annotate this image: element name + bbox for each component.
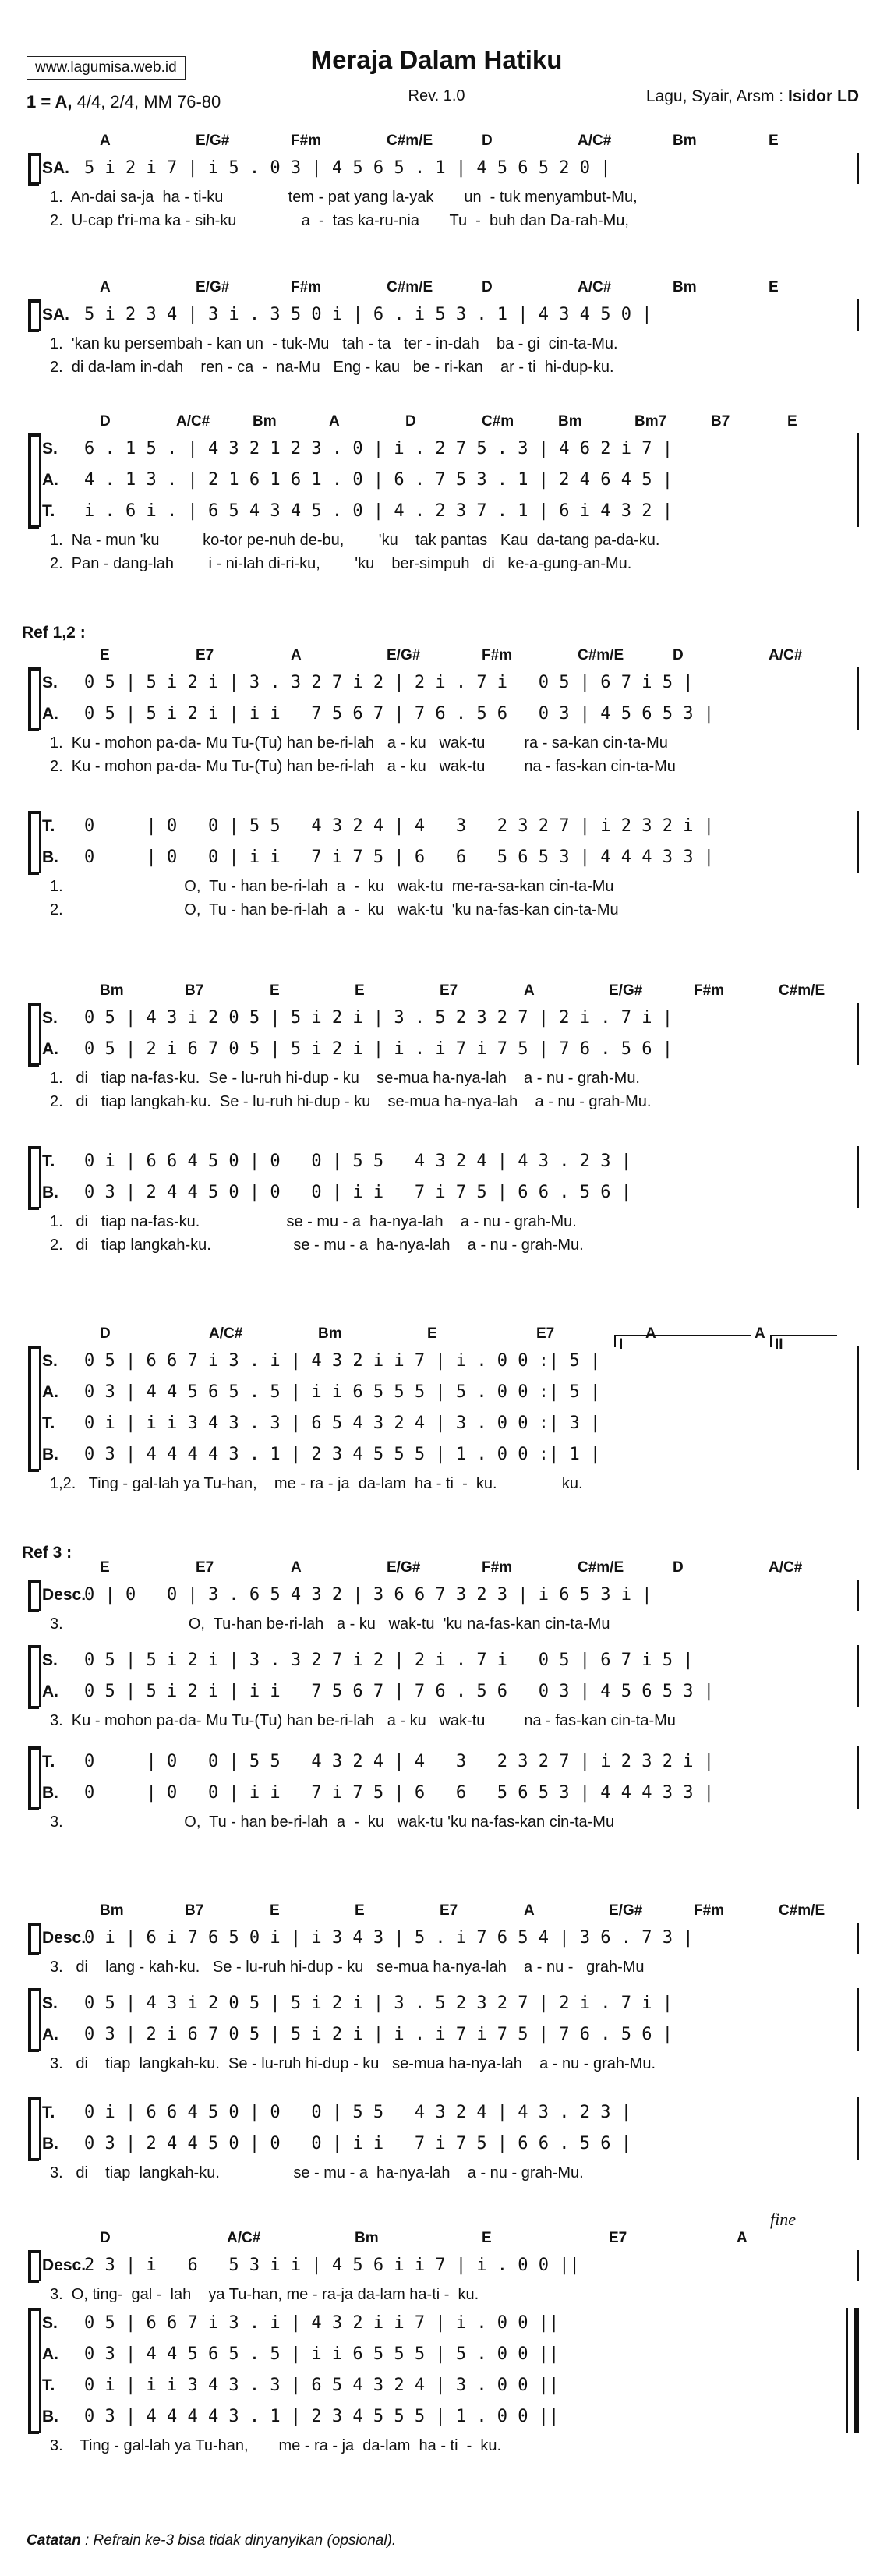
voice-row <box>22 1778 864 1809</box>
system-brace <box>28 1580 39 1612</box>
voice-label: SA. <box>42 306 70 324</box>
voice-label: B. <box>42 848 58 866</box>
voice-row <box>22 1746 864 1778</box>
system-brace <box>28 1645 39 1709</box>
chord-symbol: D <box>673 647 684 663</box>
voice-label: A. <box>42 1383 58 1401</box>
end-barline <box>857 1346 859 1470</box>
chord-symbol: E <box>355 982 365 999</box>
chord-symbol: A <box>329 413 340 430</box>
system-brace <box>28 1146 39 1210</box>
start-barline <box>39 153 41 184</box>
end-barline <box>857 1923 859 1954</box>
chord-symbol: E <box>482 2230 492 2246</box>
voice-label: A. <box>42 705 58 723</box>
notation-line: 0 i | 6 6 4 5 0 | 0 0 | 5 5 4 3 2 4 | 4 3 . 2 3 | <box>84 1152 631 1171</box>
lyric-line: 2. di tiap langkah-ku. Se - lu-ruh hi-dup - ku se-mua ha-nya-lah a - nu - grah-Mu. <box>50 1093 652 1110</box>
voice-label: S. <box>42 1009 58 1027</box>
notation-line: 0 3 | 4 4 4 4 3 . 1 | 2 3 4 5 5 5 | 1 . 0 0 :| 1 | <box>84 1445 601 1464</box>
voice-label: T. <box>42 1152 55 1170</box>
lyric-line: 3. di lang - kah-ku. Se - lu-ruh hi-dup - ku se-mua ha-nya-lah a - nu - grah-Mu <box>50 1959 645 1976</box>
system-brace <box>28 2250 39 2283</box>
voice-label: B. <box>42 1784 58 1802</box>
chord-symbol: E/G# <box>196 133 230 149</box>
notation-line: 0 | 0 0 | i i 7 i 7 5 | 6 6 5 6 5 3 | 4 4 4 3 3 | <box>84 847 714 867</box>
voice-label: T. <box>42 2104 55 2121</box>
voice-row <box>22 2128 864 2160</box>
chord-symbol: F#m <box>291 133 322 149</box>
notation-line: 0 5 | 5 i 2 i | 3 . 3 2 7 i 2 | 2 i . 7 i 0 5 | 6 7 i 5 | <box>84 1651 694 1670</box>
chord-row <box>84 1559 864 1576</box>
voice-row <box>22 2308 864 2339</box>
end-barline <box>857 1580 859 1611</box>
chord-symbol: B7 <box>185 982 204 999</box>
start-barline <box>39 1645 41 1707</box>
lyric-line: 3. O, Tu-han be-ri-lah a - ku wak-tu 'ku na-fas-kan cin-ta-Mu <box>50 1615 610 1633</box>
voice-row <box>22 1003 864 1034</box>
voice-row <box>22 699 864 730</box>
voice-row <box>22 1645 864 1676</box>
voice-label: T. <box>42 817 55 835</box>
start-barline <box>39 299 41 331</box>
chord-symbol: A/C# <box>769 647 803 663</box>
chord-row <box>84 279 864 296</box>
chord-symbol: E <box>100 1559 110 1576</box>
start-barline <box>39 811 41 873</box>
voice-label: T. <box>42 502 55 520</box>
end-barline <box>846 2308 859 2433</box>
revision-label: Rev. 1.0 <box>408 87 465 104</box>
voice-label: S. <box>42 1651 58 1669</box>
credit: Lagu, Syair, Arsm : Isidor LD <box>645 87 859 105</box>
voice-row <box>22 1346 864 1377</box>
voice-row <box>22 667 864 699</box>
voice-row <box>22 811 864 842</box>
section-ref3: Ref 3 : <box>22 1544 72 1562</box>
chord-symbol: C#m/E <box>578 647 624 663</box>
start-barline <box>39 2250 41 2281</box>
voice-label: T. <box>42 1414 55 1432</box>
chord-symbol: A <box>524 1902 535 1919</box>
chord-symbol: E <box>787 413 797 430</box>
chord-symbol: E <box>427 1325 437 1342</box>
chord-symbol: Bm <box>253 413 277 430</box>
chord-symbol: F#m <box>482 647 513 663</box>
chord-symbol: Bm <box>673 279 697 295</box>
footer-note: Catatan : Refrain ke-3 bisa tidak dinyanyikan (opsional). <box>27 2532 397 2549</box>
voice-row <box>22 2339 864 2370</box>
system-brace <box>28 2308 39 2434</box>
chord-symbol: Bm <box>318 1325 342 1342</box>
lyric-line: 2. U-cap t'ri-ma ka - sih-ku a - tas ka-ru-nia Tu - buh dan Da-rah-Mu, <box>50 212 629 229</box>
notation-line: 0 i | i i 3 4 3 . 3 | 6 5 4 3 2 4 | 3 . 0 0 :| 3 | <box>84 1414 601 1433</box>
voice-row <box>22 2097 864 2128</box>
lyric-line: 1. di tiap na-fas-ku. Se - lu-ruh hi-dup - ku se-mua ha-nya-lah a - nu - grah-Mu. <box>50 1070 640 1087</box>
voice-row <box>22 1034 864 1065</box>
start-barline <box>39 1146 41 1208</box>
notation-line: 0 3 | 2 4 4 5 0 | 0 0 | i i 7 i 7 5 | 6 6 . 5 6 | <box>84 2134 631 2153</box>
voice-label: B. <box>42 2135 58 2153</box>
chord-symbol: A <box>737 2230 748 2246</box>
lyric-line: 1,2. Ting - gal-lah ya Tu-han, me - ra - ja da-lam ha - ti - ku. ku. <box>50 1475 583 1492</box>
chord-symbol: D <box>100 1325 111 1342</box>
key-signature: 1 = A, 4/4, 2/4, MM 76-80 <box>27 92 221 111</box>
chord-symbol: E7 <box>609 2230 627 2246</box>
end-barline <box>857 299 859 331</box>
lyric-line: 3. Ku - mohon pa-da- Mu Tu-(Tu) han be-ri-lah a - ku wak-tu na - fas-kan cin-ta-Mu <box>50 1712 676 1729</box>
lyric-line: 3. di tiap langkah-ku. Se - lu-ruh hi-dup - ku se-mua ha-nya-lah a - nu - grah-Mu. <box>50 2055 656 2072</box>
chord-symbol: C#m/E <box>387 279 433 295</box>
voice-row <box>22 842 864 873</box>
voice-label: Desc. <box>42 2256 87 2274</box>
chord-symbol: E7 <box>536 1325 555 1342</box>
lyric-line: 2. Ku - mohon pa-da- Mu Tu-(Tu) han be-ri-lah a - ku wak-tu na - fas-kan cin-ta-Mu <box>50 758 676 775</box>
voice-row <box>22 1988 864 2019</box>
chord-symbol: E7 <box>440 1902 458 1919</box>
lyric-line: 2. O, Tu - han be-ri-lah a - ku wak-tu 'ku na-fas-kan cin-ta-Mu <box>50 901 619 918</box>
volta-bracket: I <box>614 1335 751 1347</box>
start-barline <box>39 2097 41 2160</box>
chord-symbol: A <box>291 647 302 663</box>
voice-label: S. <box>42 1352 58 1370</box>
end-barline <box>857 2250 859 2281</box>
chord-symbol: B7 <box>185 1902 204 1919</box>
chord-symbol: E/G# <box>387 647 421 663</box>
start-barline <box>39 2308 41 2433</box>
section-ref12: Ref 1,2 : <box>22 624 86 642</box>
chord-row <box>84 413 864 430</box>
voice-row <box>22 1408 864 1439</box>
chord-row <box>84 2230 864 2247</box>
end-barline <box>857 1645 859 1707</box>
voice-label: Desc. <box>42 1586 87 1604</box>
chord-symbol: A <box>645 1325 656 1342</box>
voice-label: S. <box>42 440 58 458</box>
chord-symbol: Bm <box>558 413 582 430</box>
chord-symbol: F#m <box>482 1559 513 1576</box>
chord-symbol: D <box>482 279 493 295</box>
notation-line: 0 | 0 0 | 5 5 4 3 2 4 | 4 3 2 3 2 7 | i 2 3 2 i | <box>84 1752 714 1771</box>
chord-symbol: A/C# <box>578 133 612 149</box>
start-barline <box>39 1746 41 1809</box>
system-brace <box>28 2097 39 2161</box>
lyric-line: 3. O, ting- gal - lah ya Tu-han, me - ra-ja da-lam ha-ti - ku. <box>50 2286 479 2303</box>
chord-symbol: Bm7 <box>634 413 667 430</box>
chord-symbol: A/C# <box>176 413 210 430</box>
chord-symbol: C#m/E <box>578 1559 624 1576</box>
chord-symbol: D <box>405 413 416 430</box>
notation-line: 0 5 | 4 3 i 2 0 5 | 5 i 2 i | 3 . 5 2 3 2 7 | 2 i . 7 i | <box>84 1994 673 2013</box>
system-brace <box>28 299 39 332</box>
lyric-line: 1. An-dai sa-ja ha - ti-ku tem - pat yang la-yak un - tuk menyambut-Mu, <box>50 189 638 206</box>
chord-symbol: A <box>755 1325 765 1342</box>
voice-row <box>22 2250 864 2281</box>
voice-row <box>22 2019 864 2051</box>
lyric-line: 3. di tiap langkah-ku. se - mu - a ha-nya-lah a - nu - grah-Mu. <box>50 2164 584 2181</box>
notation-line: 0 i | i i 3 4 3 . 3 | 6 5 4 3 2 4 | 3 . 0 0 || <box>84 2376 560 2395</box>
chord-symbol: F#m <box>694 982 725 999</box>
chord-symbol: Bm <box>100 1902 124 1919</box>
voice-row <box>22 1923 864 1954</box>
chord-symbol: D <box>100 413 111 430</box>
voice-label: T. <box>42 2376 55 2394</box>
system-brace <box>28 1003 39 1067</box>
notation-line: 0 3 | 2 i 6 7 0 5 | 5 i 2 i | i . i 7 i 7 5 | 7 6 . 5 6 | <box>84 2025 673 2044</box>
chord-row <box>84 133 864 150</box>
lyric-line: 1. di tiap na-fas-ku. se - mu - a ha-nya-lah a - nu - grah-Mu. <box>50 1213 577 1230</box>
voice-row <box>22 465 864 496</box>
system-brace <box>28 153 39 186</box>
chord-symbol: D <box>100 2230 111 2246</box>
end-barline <box>857 2097 859 2160</box>
chord-symbol: A/C# <box>578 279 612 295</box>
chord-symbol: F#m <box>694 1902 725 1919</box>
chord-row <box>84 982 864 1000</box>
notation-line: 0 3 | 4 4 5 6 5 . 5 | i i 6 5 5 5 | 5 . 0 0 || <box>84 2344 560 2364</box>
chord-row <box>84 1902 864 1920</box>
chord-symbol: E <box>769 133 779 149</box>
notation-line: 5 i 2 3 4 | 3 i . 3 5 0 i | 6 . i 5 3 . 1 | 4 3 4 5 0 | <box>84 305 652 324</box>
site-url[interactable]: www.lagumisa.web.id <box>27 56 186 80</box>
voice-label: S. <box>42 674 58 692</box>
chord-symbol: E/G# <box>196 279 230 295</box>
voice-row <box>22 2401 864 2433</box>
chord-symbol: E7 <box>440 982 458 999</box>
chord-symbol: Bm <box>355 2230 379 2246</box>
voice-row <box>22 1377 864 1408</box>
notation-line: 5 i 2 i 7 | i 5 . 0 3 | 4 5 6 5 . 1 | 4 5 6 5 2 0 | <box>84 158 611 178</box>
chord-symbol: E7 <box>196 1559 214 1576</box>
chord-symbol: E/G# <box>387 1559 421 1576</box>
end-barline <box>857 153 859 184</box>
voice-label: B. <box>42 2408 58 2426</box>
chord-symbol: A <box>291 1559 302 1576</box>
lyric-line: 1. 'kan ku persembah - kan un - tuk-Mu tah - ta ter - in-dah ba - gi cin-ta-Mu. <box>50 335 618 352</box>
voice-label: A. <box>42 2345 58 2363</box>
chord-symbol: D <box>673 1559 684 1576</box>
voice-row <box>22 2370 864 2401</box>
voice-label: SA. <box>42 159 70 177</box>
chord-symbol: A <box>524 982 535 999</box>
end-barline <box>857 433 859 527</box>
voice-row <box>22 496 864 527</box>
chord-symbol: Bm <box>673 133 697 149</box>
notation-line: i . 6 i . | 6 5 4 3 4 5 . 0 | 4 . 2 3 7 . 1 | 6 i 4 3 2 | <box>84 501 673 521</box>
lyric-line: 1. Na - mun 'ku ko-tor pe-nuh de-bu, 'ku tak pantas Kau da-tang pa-da-ku. <box>50 532 660 549</box>
chord-symbol: A/C# <box>769 1559 803 1576</box>
lyric-line: 1. Ku - mohon pa-da- Mu Tu-(Tu) han be-ri-lah a - ku wak-tu ra - sa-kan cin-ta-Mu <box>50 734 668 752</box>
chord-symbol: F#m <box>291 279 322 295</box>
system-brace <box>28 1923 39 1955</box>
chord-symbol: A <box>100 279 111 295</box>
notation-line: 0 5 | 2 i 6 7 0 5 | 5 i 2 i | i . i 7 i 7 5 | 7 6 . 5 6 | <box>84 1039 673 1059</box>
chord-row <box>84 647 864 664</box>
lyric-line: 2. di tiap langkah-ku. se - mu - a ha-nya-lah a - nu - grah-Mu. <box>50 1237 584 1254</box>
chord-symbol: Bm <box>100 982 124 999</box>
notation-line: 0 3 | 2 4 4 5 0 | 0 0 | i i 7 i 7 5 | 6 6 . 5 6 | <box>84 1183 631 1202</box>
voice-label: S. <box>42 1994 58 2012</box>
notation-line: 0 | 0 0 | 5 5 4 3 2 4 | 4 3 2 3 2 7 | i 2 3 2 i | <box>84 816 714 836</box>
start-barline <box>39 667 41 730</box>
notation-line: 0 3 | 4 4 5 6 5 . 5 | i i 6 5 5 5 | 5 . 0 0 :| 5 | <box>84 1382 601 1402</box>
end-barline <box>857 1146 859 1208</box>
end-barline <box>857 1003 859 1065</box>
notation-line: 0 5 | 5 i 2 i | 3 . 3 2 7 i 2 | 2 i . 7 i 0 5 | 6 7 i 5 | <box>84 673 694 692</box>
chord-symbol: C#m/E <box>779 982 825 999</box>
end-barline <box>857 1746 859 1809</box>
notation-line: 0 5 | 5 i 2 i | i i 7 5 6 7 | 7 6 . 5 6 0 3 | 4 5 6 5 3 | <box>84 1682 714 1701</box>
voice-row <box>22 433 864 465</box>
voice-label: S. <box>42 2314 58 2332</box>
system-brace <box>28 667 39 731</box>
start-barline <box>39 1346 41 1470</box>
notation-line: 0 5 | 4 3 i 2 0 5 | 5 i 2 i | 3 . 5 2 3 2 7 | 2 i . 7 i | <box>84 1008 673 1028</box>
fine-marking: fine <box>770 2210 796 2229</box>
voice-label: T. <box>42 1753 55 1771</box>
end-barline <box>857 667 859 730</box>
end-barline <box>857 1988 859 2051</box>
start-barline <box>39 1988 41 2051</box>
notation-line: 0 3 | 4 4 4 4 3 . 1 | 2 3 4 5 5 5 | 1 . 0 0 || <box>84 2407 560 2426</box>
start-barline <box>39 1003 41 1065</box>
chord-symbol: D <box>482 133 493 149</box>
notation-line: 0 | 0 0 | i i 7 i 7 5 | 6 6 5 6 5 3 | 4 4 4 3 3 | <box>84 1783 714 1803</box>
voice-row <box>22 1177 864 1208</box>
chord-symbol: E <box>100 647 110 663</box>
notation-line: 0 i | 6 6 4 5 0 | 0 0 | 5 5 4 3 2 4 | 4 3 . 2 3 | <box>84 2103 631 2122</box>
volta-bracket: II <box>770 1335 837 1347</box>
voice-label: A. <box>42 2026 58 2043</box>
chord-symbol: E/G# <box>609 1902 643 1919</box>
chord-symbol: B7 <box>711 413 730 430</box>
chord-symbol: C#m/E <box>387 133 433 149</box>
chord-symbol: C#m <box>482 413 514 430</box>
voice-row <box>22 1146 864 1177</box>
notation-line: 0 5 | 6 6 7 i 3 . i | 4 3 2 i i 7 | i . 0 0 :| 5 | <box>84 1351 601 1371</box>
start-barline <box>39 1580 41 1611</box>
start-barline <box>39 1923 41 1954</box>
notation-line: 0 5 | 5 i 2 i | i i 7 5 6 7 | 7 6 . 5 6 0 3 | 4 5 6 5 3 | <box>84 704 714 724</box>
lyric-line: 1. O, Tu - han be-ri-lah a - ku wak-tu me-ra-sa-kan cin-ta-Mu <box>50 878 614 895</box>
notation-line: 0 i | 6 i 7 6 5 0 i | i 3 4 3 | 5 . i 7 6 5 4 | 3 6 . 7 3 | <box>84 1928 694 1948</box>
start-barline <box>39 433 41 527</box>
voice-label: A. <box>42 1683 58 1700</box>
notation-line: 0 5 | 6 6 7 i 3 . i | 4 3 2 i i 7 | i . 0 0 || <box>84 2313 560 2333</box>
voice-row <box>22 1439 864 1470</box>
voice-label: A. <box>42 1040 58 1058</box>
voice-row <box>22 153 864 184</box>
voice-row <box>22 1580 864 1611</box>
chord-symbol: E7 <box>196 647 214 663</box>
system-brace <box>28 1746 39 1810</box>
chord-symbol: A/C# <box>227 2230 261 2246</box>
notation-line: 4 . 1 3 . | 2 1 6 1 6 1 . 0 | 6 . 7 5 3 . 1 | 2 4 6 4 5 | <box>84 470 673 490</box>
chord-symbol: E/G# <box>609 982 643 999</box>
voice-row <box>22 299 864 331</box>
lyric-line: 3. O, Tu - han be-ri-lah a - ku wak-tu 'ku na-fas-kan cin-ta-Mu <box>50 1813 615 1831</box>
chord-symbol: C#m/E <box>779 1902 825 1919</box>
notation-line: 2 3 | i 6 5 3 i i | 4 5 6 i i 7 | i . 0 0 || <box>84 2256 580 2275</box>
chord-symbol: E <box>270 982 280 999</box>
voice-label: B. <box>42 1184 58 1201</box>
voice-label: Desc. <box>42 1929 87 1947</box>
chord-symbol: E <box>270 1902 280 1919</box>
voice-row <box>22 1676 864 1707</box>
chord-symbol: E <box>769 279 779 295</box>
notation-line: 6 . 1 5 . | 4 3 2 1 2 3 . 0 | i . 2 7 5 . 3 | 4 6 2 i 7 | <box>84 439 673 458</box>
notation-line: 0 | 0 0 | 3 . 6 5 4 3 2 | 3 6 6 7 3 2 3 | i 6 5 3 i | <box>84 1585 652 1605</box>
chord-symbol: E <box>355 1902 365 1919</box>
voice-label: B. <box>42 1445 58 1463</box>
end-barline <box>857 811 859 873</box>
voice-label: A. <box>42 471 58 489</box>
chord-symbol: A/C# <box>209 1325 243 1342</box>
system-brace <box>28 1988 39 2052</box>
system-brace <box>28 433 39 529</box>
chord-symbol: A <box>100 133 111 149</box>
song-title: Meraja Dalam Hatiku <box>310 45 563 74</box>
lyric-line: 2. Pan - dang-lah i - ni-lah di-ri-ku, 'ku ber-simpuh di ke-a-gung-an-Mu. <box>50 555 632 572</box>
system-brace <box>28 1346 39 1472</box>
lyric-line: 3. Ting - gal-lah ya Tu-han, me - ra - ja da-lam ha - ti - ku. <box>50 2437 502 2454</box>
system-brace <box>28 811 39 875</box>
lyric-line: 2. di da-lam in-dah ren - ca - na-Mu Eng - kau be - ri-kan ar - ti hi-dup-ku. <box>50 359 614 376</box>
